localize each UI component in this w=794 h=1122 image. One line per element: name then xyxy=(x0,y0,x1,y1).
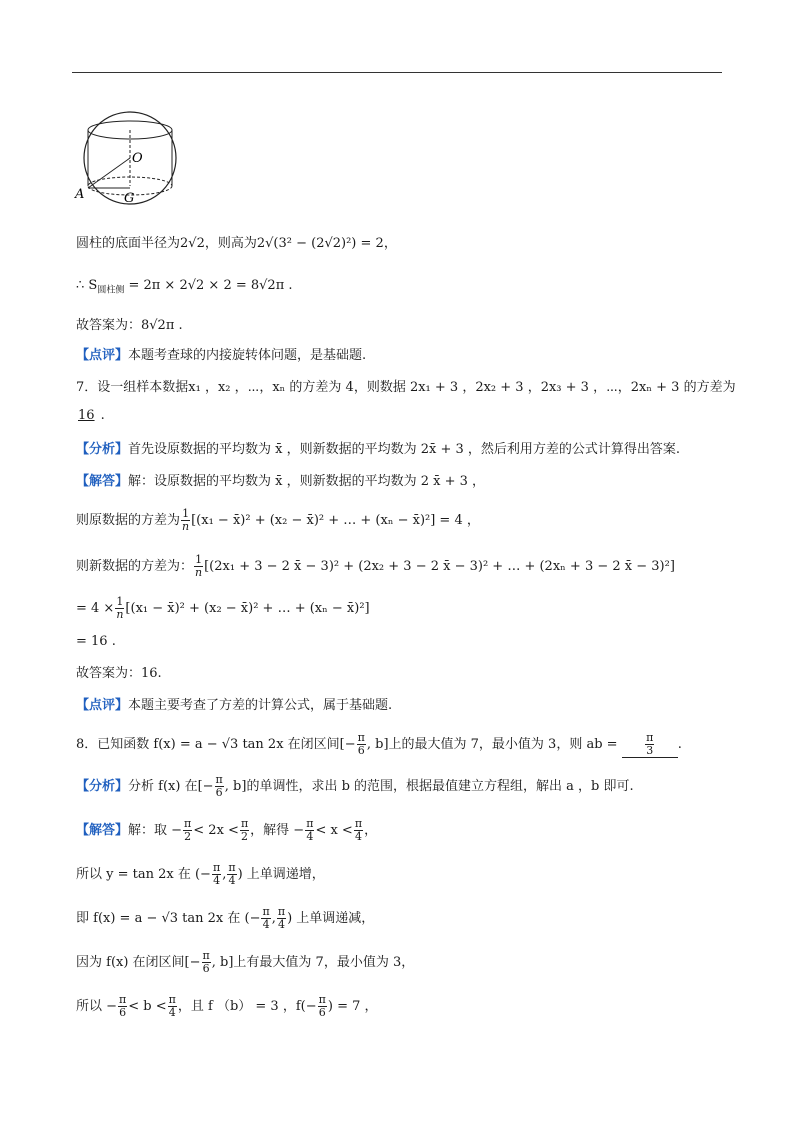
question-7: 7．设一组样本数据x₁ ，x₂ ，⋯，xₙ 的方差为 4，则数据 2x₁ + 3 ，2x₂ + 3 ，2x₃ + 3 ，⋯，2xₙ + 3 的方差为 xyxy=(76,380,736,395)
analysis-line: 【分析】首先设原数据的平均数为 x̄ ，则新数据的平均数为 2x̄ + 3 ，然后利用方差的公式计算得出答案. xyxy=(76,442,681,457)
math-line: 则原数据的方差为 $\frac{1}{n}$ [(x₁ − x̄)² + (x₂ − x̄)² + … + (xₙ − x̄)²] = 4 ， xyxy=(76,507,480,533)
math-line: 即 f(x) = a − √3 tan 2x 在 (− $\frac{\pi}{4}$ , $\frac{\pi}{4}$ ) 上单调递减， xyxy=(76,905,375,931)
text-line: ∴ $S_{圆柱侧} = 2\pi \times 2√2 \times 2 = 8√2\pi$ . xyxy=(76,278,293,296)
math-line: = 16 . xyxy=(76,634,116,649)
math-line: = 4 × $\frac{1}{n}$ [(x₁ − x̄)² + (x₂ − x̄)² + … + (xₙ − x̄)²] xyxy=(76,595,370,621)
text-line: 圆柱的底面半径为2√2，则高为2√(3² − (2√2)²) = 2， xyxy=(76,236,397,251)
math-line: 因为 f(x) 在闭区间[− $\frac{\pi}{6}$ , b]上有最大值为 7，最小值为 3， xyxy=(76,949,415,975)
comment-line: 【点评】本题主要考查了方差的计算公式，属于基础题. xyxy=(76,698,393,713)
question-8: 8．已知函数 f(x) = a − √3 tan 2x 在闭区间[− $\frac{\pi}{6}$ , b]上的最大值为 7，最小值为 3，则 ab = $\frac{\pi}{3}$ . xyxy=(76,731,682,757)
math-line: 所以 y = tan 2x 在 (− $\frac{\pi}{4}$ , $\frac{\pi}{4}$ ) 上单调递增， xyxy=(76,861,325,887)
solution-line: 【解答】解：取 − $\frac{\pi}{2}$ < 2x < $\frac{\pi}{2}$ ，解得 − $\frac{\pi}{4}$ < x < $\frac{\pi}{4}$ ， xyxy=(76,817,378,843)
analysis-line: 【分析】分析 f(x) 在[− $\frac{\pi}{6}$ , b]的单调性，求出 b 的范围，根据最值建立方程组，解出 a ，b 即可. xyxy=(76,773,634,799)
label-o: O xyxy=(132,151,143,166)
comment-line: 【点评】本题考查球的内接旋转体问题，是基础题. xyxy=(76,348,367,363)
label-a: A xyxy=(75,187,85,202)
header-rule xyxy=(72,72,722,73)
text-line: 故答案为：8√2π . xyxy=(76,318,183,333)
label-g: G xyxy=(124,191,135,206)
sphere-cylinder-figure xyxy=(72,108,192,208)
question-7-answer: 16 . xyxy=(78,408,105,423)
solution-line: 【解答】解：设原数据的平均数为 x̄ ，则新数据的平均数为 2 x̄ + 3 ， xyxy=(76,474,486,489)
text-line: 故答案为：16. xyxy=(76,666,162,681)
math-line: 所以 − $\frac{\pi}{6}$ < b < $\frac{\pi}{4}$ ，且 f （b） = 3 ，f(− $\frac{\pi}{6}$ ) = 7 ， xyxy=(76,993,378,1019)
math-line: 则新数据的方差为： $\frac{1}{n}$ [(2x₁ + 3 − 2 x̄ − 3)² + (2x₂ + 3 − 2 x̄ − 3)² + … + (2xₙ + 3 − 2 x̄ − 3)²] xyxy=(76,553,675,579)
